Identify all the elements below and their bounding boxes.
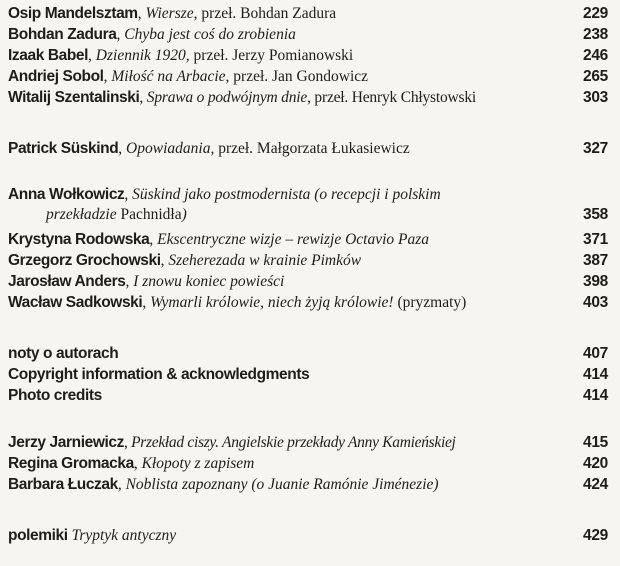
entry-text: Barbara Łuczak, Noblista zapoznany (o Juanie Ramónie Jiménezie)	[8, 476, 439, 493]
entry-page-number: 424	[583, 476, 608, 493]
entry-title: Noblista zapoznany (o Juanie Ramónie Jiménezie)	[125, 476, 439, 493]
toc-entry-sadkowski	[8, 293, 608, 313]
entry-title-part: przekładzie	[46, 206, 121, 223]
section-heading: Copyright information & acknowledgments	[8, 366, 310, 383]
entry-author: Andriej Sobol	[8, 68, 104, 85]
entry-text	[8, 386, 608, 406]
toc-entry-jarniewicz	[8, 433, 608, 453]
entry-author: Jerzy Jarniewicz	[8, 434, 124, 451]
entry-title-part: )	[181, 206, 187, 223]
entry-text	[8, 365, 608, 385]
entry-author: Bohdan Zadura	[8, 26, 117, 43]
entry-title: Ekscentryczne wizje – rewizje Octavio Paza	[157, 231, 430, 248]
entry-title: Szeherezada w krainie Pimków	[168, 252, 362, 269]
section-heading: noty o autorach	[8, 345, 119, 362]
entry-translator: , przeł. Jan Gondowicz	[225, 68, 369, 85]
entry-text-line1: Anna Wołkowicz, Süskind jako postmodernista (o recepcji i polskim	[8, 186, 441, 203]
entry-title: Przekład ciszy. Angielskie przekłady Anny Kamieńskiej	[131, 434, 456, 451]
entry-author: Krystyna Rodowska	[8, 231, 150, 248]
entry-title: I znowu koniec powieści	[133, 273, 285, 290]
section-heading: polemiki	[8, 527, 68, 544]
entry-translator: , przeł. Bohdan Zadura	[193, 5, 337, 22]
entry-text: Izaak Babel, Dziennik 1920, przeł. Jerzy Pomianowski	[8, 47, 354, 64]
entry-author: Grzegorz Grochowski	[8, 252, 161, 269]
entry-page-number: 414	[583, 387, 608, 404]
entry-author: Jarosław Anders	[8, 273, 126, 290]
entry-page-number: 265	[583, 68, 608, 85]
entry-text: Krystyna Rodowska, Ekscentryczne wizje – rewizje Octavio Paza	[8, 231, 430, 248]
entry-author: Witalij Szentalinski	[8, 89, 140, 106]
entry-author: Izaak Babel	[8, 47, 89, 64]
entry-translator: przeł. Małgorzata Łukasiewicz	[214, 140, 410, 157]
entry-translator: , przeł. Henryk Chłystowski	[307, 89, 477, 106]
entry-title: Opowiadania,	[126, 140, 215, 157]
toc-entry-gromacka	[8, 454, 608, 474]
toc-entry-szentalinski	[8, 88, 608, 108]
entry-page-number: 407	[583, 345, 608, 362]
entry-page-number: 429	[583, 527, 608, 544]
entry-title-continued	[8, 205, 187, 225]
entry-author: Osip Mandelsztam	[8, 5, 138, 22]
entry-page-number: 414	[583, 366, 608, 383]
toc-entry-wolkowicz	[8, 185, 608, 225]
toc-entry-sobol	[8, 67, 608, 87]
entry-text: Jarosław Anders, I znowu koniec powieści	[8, 273, 285, 290]
toc-entry-babel	[8, 46, 608, 66]
entry-author: Anna Wołkowicz	[8, 186, 125, 203]
entry-text: Jerzy Jarniewicz, Przekład ciszy. Angielskie przekłady Anny Kamieńskiej	[8, 434, 456, 451]
entry-title: Miłość na Arbacie	[111, 68, 226, 85]
entry-text: Grzegorz Grochowski, Szeherezada w krainie Pimków	[8, 252, 362, 269]
toc-entry-rodowska	[8, 230, 608, 250]
entry-text: Patrick Süskind, Opowiadania, przeł. Małgorzata Łukasiewicz	[8, 140, 410, 157]
entry-text	[8, 526, 608, 546]
entry-author: Patrick Süskind	[8, 140, 119, 157]
entry-text	[8, 344, 608, 364]
entry-suffix: (pryzmaty)	[393, 294, 467, 311]
section-heading: Photo credits	[8, 387, 102, 404]
entry-page-number: 229	[583, 5, 608, 22]
entry-page-number: 303	[583, 89, 608, 106]
entry-translator: przeł. Jerzy Pomianowski	[189, 47, 354, 64]
entry-title-work: Pachnidła	[120, 206, 182, 223]
entry-title: Tryptyk antyczny	[71, 527, 177, 544]
entry-title: Chyba jest coś do zrobienia	[124, 26, 296, 43]
entry-page-number: 387	[583, 252, 608, 269]
toc-entry-photo-credits	[8, 386, 608, 406]
toc-entry-polemiki	[8, 526, 608, 546]
entry-page-number: 398	[583, 273, 608, 290]
entry-text-line2	[8, 205, 608, 225]
entry-title: Dziennik 1920,	[95, 47, 190, 64]
entry-text: Andriej Sobol, Miłość na Arbacie, przeł. Jan Gondowicz	[8, 68, 369, 85]
toc-entry-grochowski	[8, 251, 608, 271]
entry-text: Wacław Sadkowski, Wymarli królowie, niech żyją królowie! (pryzmaty)	[8, 294, 467, 311]
entry-text: Osip Mandelsztam, Wiersze, przeł. Bohdan Zadura	[8, 5, 337, 22]
entry-text: Regina Gromacka, Kłopoty z zapisem	[8, 455, 255, 472]
entry-page-number: 327	[583, 140, 608, 157]
entry-page-number: 246	[583, 47, 608, 64]
entry-title: Kłopoty z zapisem	[141, 455, 255, 472]
entry-page-number: 358	[583, 206, 608, 223]
entry-page-number: 403	[583, 294, 608, 311]
entry-title: Sprawa o podwójnym dnie	[146, 89, 308, 106]
toc-entry-noty	[8, 344, 608, 364]
entry-author: Regina Gromacka	[8, 455, 134, 472]
entry-title: Süskind jako postmodernista (o recepcji i polskim	[132, 186, 441, 203]
entry-text: Witalij Szentalinski, Sprawa o podwójnym dnie, przeł. Henryk Chłystowski	[8, 89, 477, 106]
toc-entry-zadura	[8, 25, 608, 45]
toc-entry-anders	[8, 272, 608, 292]
entry-author: Barbara Łuczak	[8, 476, 118, 493]
entry-page-number: 371	[583, 231, 608, 248]
entry-text: Bohdan Zadura, Chyba jest coś do zrobienia	[8, 26, 296, 43]
toc-entry-suskind	[8, 139, 608, 159]
entry-title: Wiersze	[145, 5, 194, 22]
entry-page-number: 415	[583, 434, 608, 451]
entry-page-number: 420	[583, 455, 608, 472]
toc-entry-luczak	[8, 475, 608, 495]
entry-page-number: 238	[583, 26, 608, 43]
entry-title: Wymarli królowie, niech żyją królowie!	[150, 294, 394, 311]
toc-entry-mandelsztam	[8, 4, 608, 24]
entry-author: Wacław Sadkowski	[8, 294, 143, 311]
toc-entry-copyright	[8, 365, 608, 385]
